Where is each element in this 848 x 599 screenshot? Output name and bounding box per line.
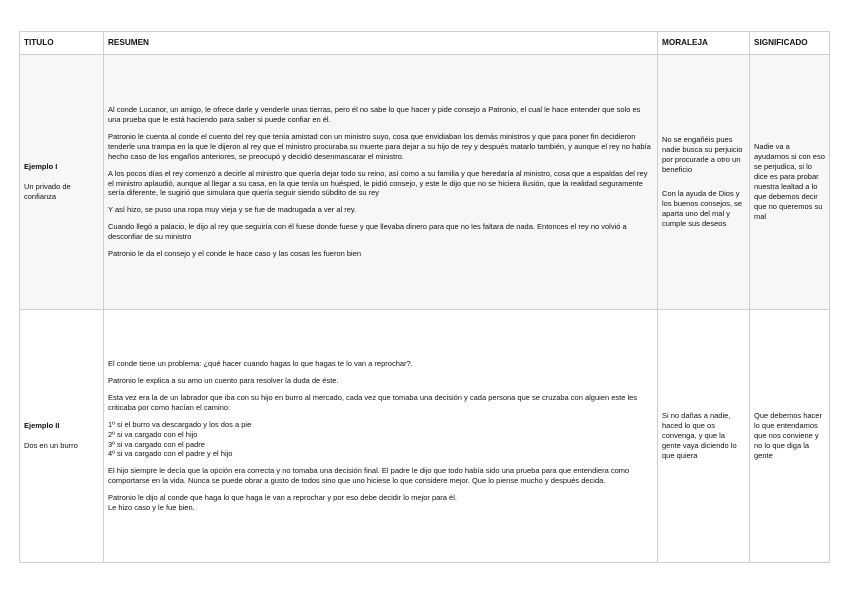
resumen-paragraph: El hijo siempre le decía que la opción era correcta y no tomaba una decisión final. El padre le dijo que todo había sido una prueba para que entendiera como comportarse en la vida. Nunca se puede obrar a gusto de todos sino que uno hiciese lo que considere mejor. Que lo piense mucho y después decida. xyxy=(108,466,630,486)
moraleja-paragraph: No se engañéis pues nadie busca su perjuicio por procurarle a otro un beneficio xyxy=(662,135,743,175)
significado-text: Nadie va a ayudarnos si con eso se perjudica, si lo dice es para probar nuestra lealtad a lo que debemos decir que no queremos su mal xyxy=(754,142,825,221)
header-significado: SIGNIFICADO xyxy=(750,32,830,55)
resumen-paragraph: El conde tiene un problema: ¿qué hacer cuando hagas lo que hagas te lo van a reprochar?. xyxy=(108,359,413,369)
header-row xyxy=(20,32,830,55)
resumen-cell xyxy=(104,55,658,310)
example-title: Un privado de confianza xyxy=(24,182,71,201)
resumen-list xyxy=(108,420,653,460)
resumen-paragraph: Al conde Lucanor, un amigo, le ofrece darle y venderle unas tierras, pero él no sabe lo que hacer y pide consejo a Patronio, el cual le hace entender que solo es una prueba que le está haciendo para saber si puede confiar en él. xyxy=(108,105,641,125)
resumen-paragraph: Y así hizo, se puso una ropa muy vieja y se fue de madrugada a ver al rey. xyxy=(108,205,357,215)
list-item: 2º si va cargado con el hijo xyxy=(108,429,198,439)
moraleja-paragraph: Si no dañas a nadie, haced lo que os convenga, y que la gente vaya diciendo lo que quiera xyxy=(662,411,737,460)
header-titulo: TITULO xyxy=(20,32,104,55)
list-item: 4º si va cargado con el padre y el hijo xyxy=(108,449,233,459)
resumen-cell xyxy=(104,310,658,563)
moraleja-cell xyxy=(658,55,750,310)
list-item: 3º si va cargado con el padre xyxy=(108,439,205,449)
resumen-paragraph: A los pocos días el rey comenzó a decirle al ministro que quería dejar todo su reino, así como a su familia y que heredaría al ministro, cosa que a espaldas del rey el ministro aplaudió, aunque al llegar a su casa, en la que tenía un huésped, le pidió consejo, y este le dijo que no se hiciera ilusión, que la realidad seguramente sería diferente, le sugirió que simulara que quería seguir siendo súbdito de su rey xyxy=(108,168,648,198)
list-item: 1º si el burro va descargado y los dos a pie xyxy=(108,419,252,429)
resumen-paragraph xyxy=(108,493,653,513)
example-title: Dos en un burro xyxy=(24,441,78,450)
example-label: Ejemplo II xyxy=(24,421,60,431)
moraleja-paragraph: Con la ayuda de Dios y los buenos consejos, se aparta uno del mal y cumple sus deseos xyxy=(662,189,743,228)
significado-cell xyxy=(750,55,830,310)
resumen-paragraph: Patronio le cuenta al conde el cuento del rey que tenía amistad con un ministro suyo, cosa que envidiaban los demás ministros y que para poner fin decidieron tenderle una trampa en la que le dijeron al rey que el ministro procuraba su muerte para dejar a su hijo de rey y después matarlo también, y aunque el rey no había hecho caso de los engaños anteriores, se preocupó y decidió desenmascarar el ministro. xyxy=(108,131,651,161)
table-row xyxy=(20,55,830,310)
resumen-paragraph: Cuando llegó a palacio, le dijo al rey que seguiría con él fuese donde fuese y que llevaba dinero para que no les faltara de nada. Entonces el rey no volvió a desconfiar de su ministro xyxy=(108,222,627,242)
resumen-paragraph: Patronio le da el consejo y el conde le hace caso y las cosas les fueron bien xyxy=(108,248,362,258)
significado-text: Que debemos hacer lo que entendamos que nos conviene y no lo que diga la gente xyxy=(754,411,822,460)
header-resumen: RESUMEN xyxy=(104,32,658,55)
moraleja-cell xyxy=(658,310,750,563)
title-cell xyxy=(20,310,104,563)
resumen-paragraph: Patronio le explica a su amo un cuento para resolver la duda de éste. xyxy=(108,376,339,386)
significado-cell xyxy=(750,310,830,563)
table-row xyxy=(20,310,830,563)
resumen-line: Patronio le dijo al conde que haga lo que haga le van a reprochar y por eso debe decidir lo mejor para él. xyxy=(108,493,457,503)
fables-table xyxy=(19,31,830,563)
example-label: Ejemplo I xyxy=(24,162,58,172)
title-cell xyxy=(20,55,104,310)
resumen-line: Le hizo caso y le fue bien. xyxy=(108,502,195,512)
header-moraleja: MORALEJA xyxy=(658,32,750,55)
resumen-paragraph: Esta vez era la de un labrador que iba con su hijo en burro al mercado, cada vez que tomaba una decisión y cada persona que se cruzaba con alguien este les criticaba por como hacían el camino: xyxy=(108,392,638,412)
